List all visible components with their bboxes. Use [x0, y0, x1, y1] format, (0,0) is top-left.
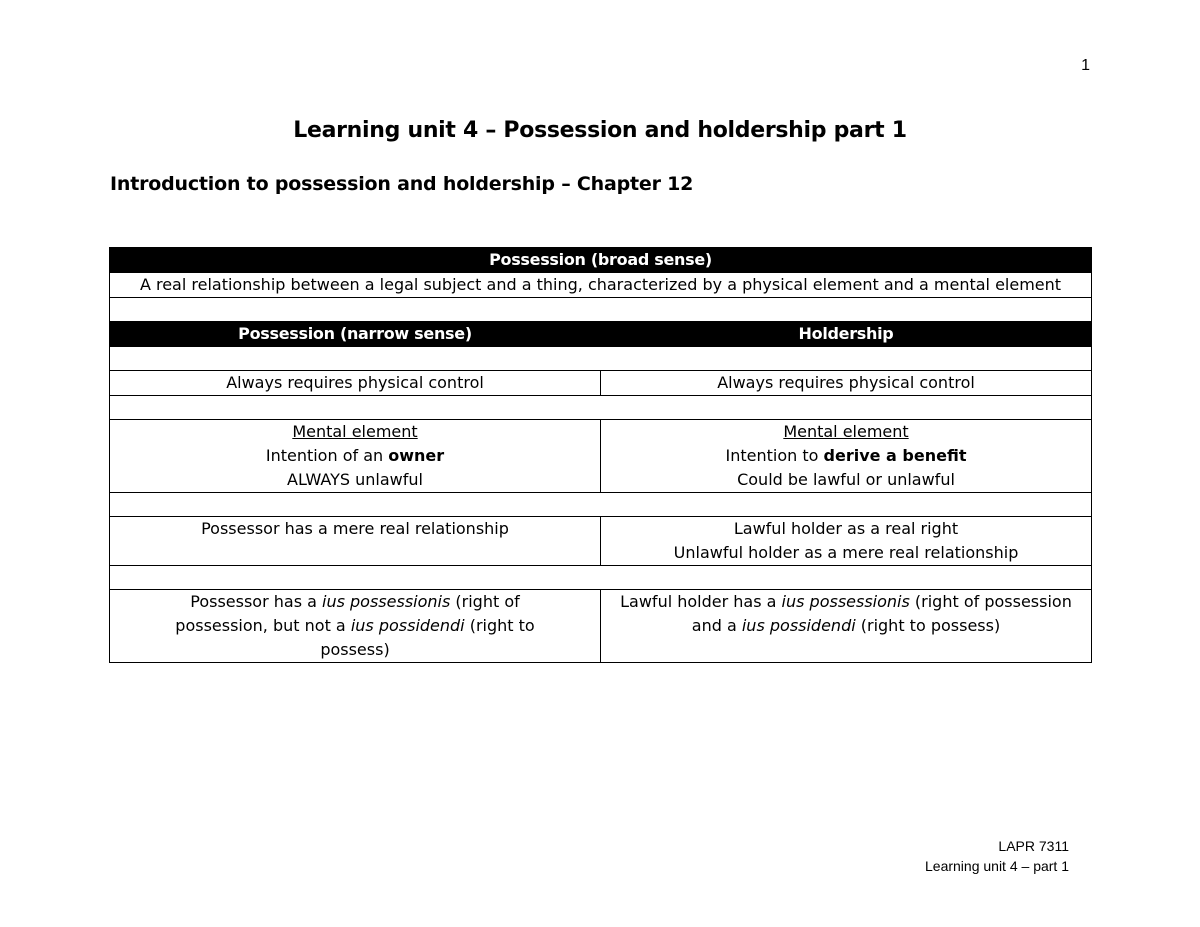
page-footer — [925, 836, 1069, 876]
narrow-sense-header: Possession (narrow sense) — [110, 322, 601, 347]
relationship-line: Unlawful holder as a mere real relationship — [673, 543, 1019, 562]
ius-term: ius possidendi — [741, 616, 856, 635]
ius-text: (right to possess) — [320, 616, 535, 659]
relationship-possession: Possessor has a mere real relationship — [110, 517, 601, 566]
mental-element-possession — [110, 420, 601, 493]
relationship-line: Lawful holder as a real right — [733, 519, 959, 538]
table-row — [110, 322, 1092, 347]
lawfulness-line: Could be lawful or unlawful — [737, 470, 955, 489]
ius-term: ius possessionis — [781, 592, 910, 611]
spacer-row — [110, 493, 1092, 517]
relationship-holdership — [601, 517, 1092, 566]
lawfulness-line: ALWAYS unlawful — [287, 470, 423, 489]
spacer-row — [110, 298, 1092, 322]
table-row — [110, 273, 1092, 298]
document-title: Learning unit 4 – Possession and holdership part 1 — [293, 118, 907, 143]
physical-control-possession: Always requires physical control — [110, 371, 601, 396]
ius-text: (right to possess) — [855, 616, 1001, 635]
intention-prefix: Intention of an — [265, 446, 389, 465]
spacer-row — [110, 566, 1092, 590]
table-row — [110, 396, 1092, 420]
section-heading: Introduction to possession and holdership – Chapter 12 — [110, 173, 694, 195]
broad-sense-header: Possession (broad sense) — [110, 248, 1092, 273]
table-row — [110, 298, 1092, 322]
intention-keyword: derive a benefit — [823, 446, 967, 465]
table-row — [110, 566, 1092, 590]
ius-term: ius possidendi — [350, 616, 465, 635]
spacer-row — [110, 396, 1092, 420]
table-row — [110, 590, 1092, 663]
holdership-header: Holdership — [601, 322, 1092, 347]
ius-possession — [110, 590, 601, 663]
broad-sense-definition: A real relationship between a legal subject and a thing, characterized by a physical element and a mental element — [110, 273, 1092, 298]
ius-text: Lawful holder has a — [620, 592, 782, 611]
comparison-table — [109, 247, 1092, 663]
table-row — [110, 248, 1092, 273]
ius-text: Possessor has a — [190, 592, 323, 611]
intention-prefix: Intention to — [725, 446, 824, 465]
mental-element-heading: Mental element — [783, 422, 909, 441]
course-code: LAPR 7311 — [998, 838, 1069, 854]
ius-term: ius possessionis — [322, 592, 451, 611]
spacer-row — [110, 347, 1092, 371]
mental-element-heading: Mental element — [292, 422, 418, 441]
table-row — [110, 347, 1092, 371]
intention-keyword: owner — [388, 446, 445, 465]
intention-line — [116, 444, 594, 468]
table-row — [110, 493, 1092, 517]
intention-line — [607, 444, 1085, 468]
physical-control-holdership: Always requires physical control — [601, 371, 1092, 396]
page-number: 1 — [1081, 57, 1090, 74]
mental-element-holdership — [601, 420, 1092, 493]
table-row — [110, 420, 1092, 493]
ius-text: (right of possession, but not a — [175, 592, 520, 635]
ius-holdership — [601, 590, 1092, 663]
footer-unit-label: Learning unit 4 – part 1 — [925, 858, 1069, 874]
ius-text: (right of possession and a — [691, 592, 1072, 635]
table-row — [110, 517, 1092, 566]
table-row — [110, 371, 1092, 396]
